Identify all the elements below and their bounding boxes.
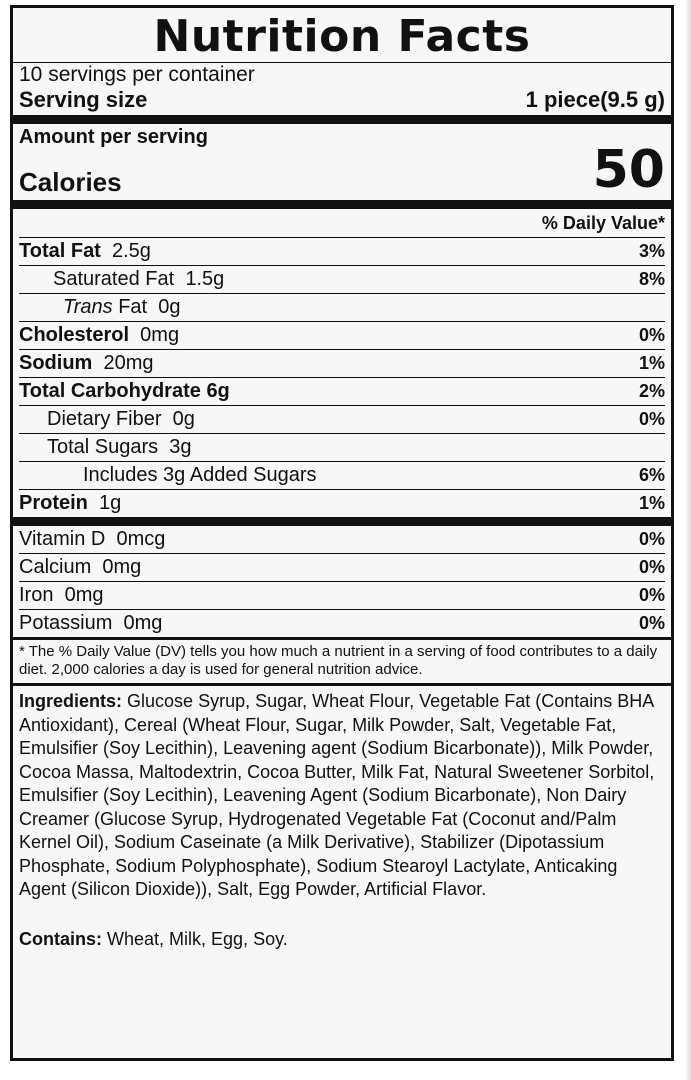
allergen-statement bbox=[19, 928, 665, 950]
nutrient-row-sodium: Sodium 20mg 1% bbox=[19, 349, 665, 377]
ingredients-statement bbox=[19, 686, 665, 902]
nutrient-row-total-sugars: Total Sugars 3g bbox=[19, 433, 665, 461]
contains-text: Wheat, Milk, Egg, Soy. bbox=[107, 928, 288, 949]
ingredients-label: Ingredients: bbox=[19, 691, 123, 711]
vitamin-row-calcium: Calcium 0mg 0% bbox=[19, 553, 665, 581]
nutrition-facts-label bbox=[10, 5, 674, 1061]
serving-size-row bbox=[19, 87, 665, 115]
daily-value-header: % Daily Value* bbox=[541, 213, 665, 233]
calories-label: Calories bbox=[19, 167, 122, 197]
nutrient-row-saturated-fat: Saturated Fat 1.5g 8% bbox=[19, 265, 665, 293]
vitamin-row-potassium: Potassium 0mg 0% bbox=[19, 609, 665, 637]
package-edge bbox=[685, 0, 691, 1080]
amount-per-serving: Amount per serving bbox=[19, 126, 208, 148]
nutrient-row-cholesterol: Cholesterol 0mg 0% bbox=[19, 321, 665, 349]
nutrient-row-trans-fat: Trans Fat 0g bbox=[19, 293, 665, 321]
calories-value: 50 bbox=[592, 140, 665, 200]
nutrient-row-total-fat: Total Fat 2.5g 3% bbox=[19, 237, 665, 265]
vitamin-row-iron: Iron 0mg 0% bbox=[19, 581, 665, 609]
contains-label: Contains: bbox=[19, 928, 102, 949]
nutrient-row-dietary-fiber: Dietary Fiber 0g 0% bbox=[19, 405, 665, 433]
serving-size-label: Serving size bbox=[19, 87, 148, 112]
nutrient-row-added-sugars: Includes 3g Added Sugars 6% bbox=[19, 461, 665, 489]
vitamin-row-vitamin-d: Vitamin D 0mcg 0% bbox=[19, 528, 665, 550]
label-title: Nutrition Facts bbox=[153, 11, 531, 62]
nutrient-row-total-carbohydrate: Total Carbohydrate 6g 2% bbox=[19, 377, 665, 405]
serving-size-value: 1 piece(9.5 g) bbox=[525, 87, 665, 112]
ingredients-text: Glucose Syrup, Sugar, Wheat Flour, Vegetable Fat (Contains BHA Antioxidant), Cereal (Wheat Flour, Sugar, Milk Powder, Salt, Vegetable Fat, Emulsifier (Soy Lecithin), Leavening agent (Sodium Bicarbonate)), Milk Powder, Cocoa Massa, Maltodextrin, Cocoa Butter, Milk Fat, Natural Sweetener Sorbitol, Emulsifier (Soy Lecithin), Leavening Agent (Sodium Bicarbonate), Non Dairy Creamer (Glucose Syrup, Hydrogenated Vegetable Fat (Coconut and/Palm Kernel Oil), Sodium Caseinate (a Milk Derivative), Stabilizer (Dipotassium Phosphate, Sodium Polyphosphate), Sodium Stearoyl Lactylate, Anticaking Agent (Silicon Dioxide)), Salt, Egg Powder, Artificial Flavor. bbox=[19, 691, 655, 899]
servings-per-container: 10 servings per container bbox=[19, 63, 255, 86]
daily-value-footnote: * The % Daily Value (DV) tells you how much a nutrient in a serving of food contributes to a daily diet. 2,000 calories a day is used for general nutrition advice. bbox=[19, 643, 658, 678]
nutrient-row-protein: Protein 1g 1% bbox=[19, 489, 665, 517]
calories-row bbox=[19, 140, 665, 200]
